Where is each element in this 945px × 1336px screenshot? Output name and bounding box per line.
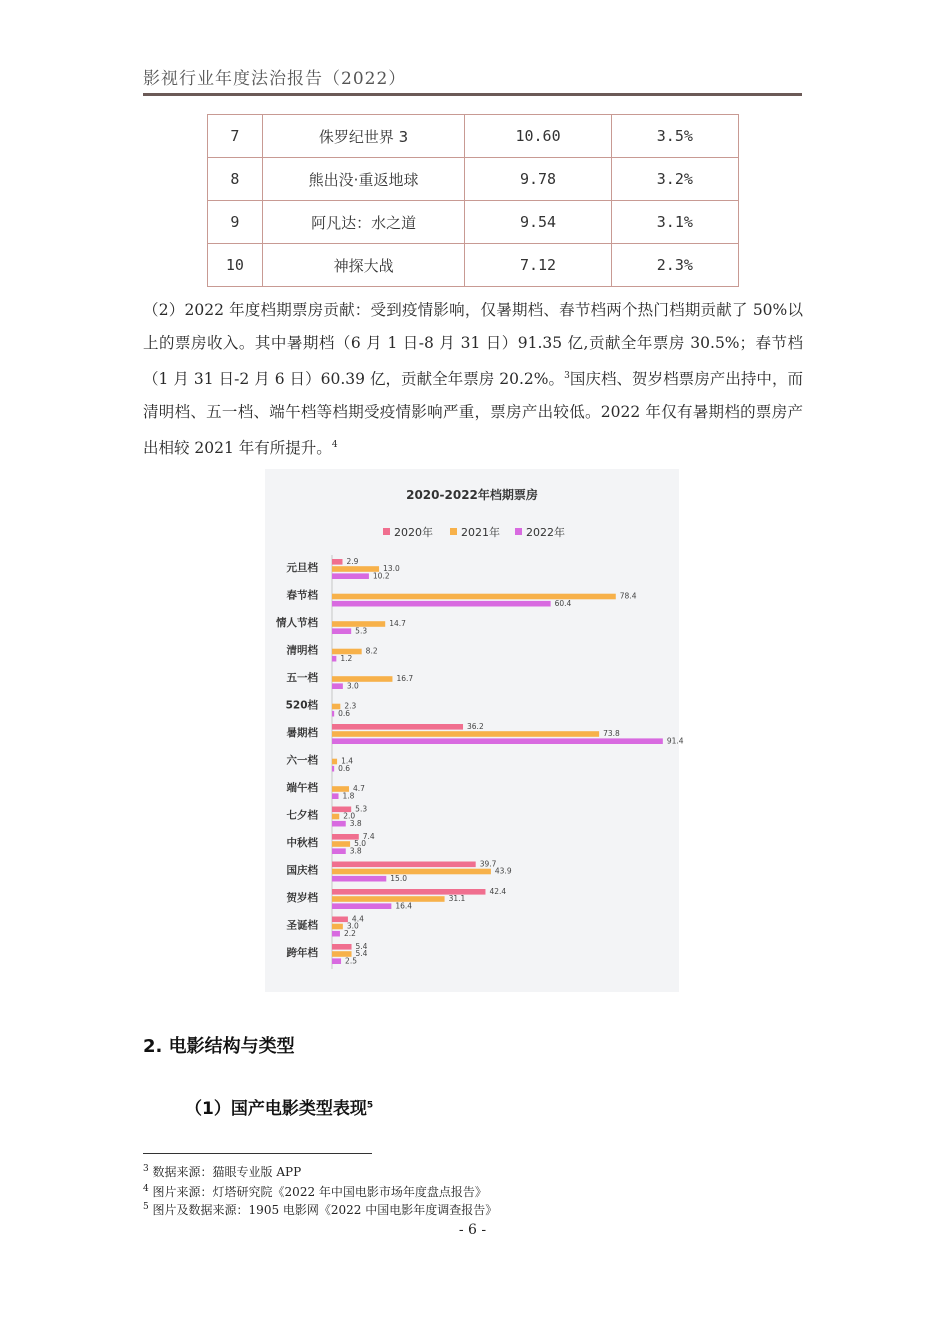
data-label: 3.8	[349, 818, 362, 828]
bar	[332, 924, 343, 930]
category-label: 520档	[285, 699, 318, 712]
data-label: 7.4	[362, 832, 375, 841]
category-label: 六一档	[286, 754, 318, 767]
legend-swatch	[383, 528, 390, 535]
category-label: 端午档	[286, 782, 318, 794]
data-label: 16.7	[396, 674, 414, 684]
table-cell-box: 10.60	[465, 115, 611, 158]
bar	[332, 731, 599, 737]
data-label: 1.8	[342, 791, 355, 801]
data-label: 2.3	[344, 701, 357, 711]
bar	[332, 944, 352, 950]
data-label: 4.4	[351, 914, 364, 924]
legend-label: 2020年	[394, 526, 433, 539]
data-label: 31.1	[448, 894, 466, 904]
table-cell-title: 熊出没·重返地球	[262, 158, 465, 201]
table-cell-box: 7.12	[465, 244, 611, 287]
category-label: 春节档	[286, 589, 318, 602]
chart-svg	[265, 469, 684, 992]
category-label: 元旦档	[286, 562, 318, 574]
table-row	[208, 158, 739, 201]
data-label: 5.3	[355, 626, 368, 636]
paragraph-text-2: 国庆档、贺岁档票房产出持中，而清明档、五一档、端午档等档期受疫情影响严重，票房产出较低。2022 年仅有暑期档的票房产出相较 2021 年有所提升。	[143, 370, 803, 458]
table-cell-box: 9.54	[465, 201, 611, 244]
data-label: 0.6	[338, 763, 351, 773]
data-label: 2.0	[343, 811, 356, 821]
data-label: 3.8	[349, 846, 362, 856]
bar	[332, 931, 340, 937]
page-number: - 6 -	[458, 1222, 487, 1238]
table-cell-title: 神探大战	[262, 244, 465, 287]
footnote-mark: 5	[143, 1202, 149, 1212]
chart-title: 2020-2022年档期票房	[406, 488, 538, 502]
bar	[332, 848, 346, 854]
subsection-title-text: （1）国产电影类型表现	[185, 1099, 367, 1119]
footnote-text: 图片来源：灯塔研究院《2022 年中国电影市场年度盘点报告》	[148, 1185, 487, 1199]
footnote-ref-4[interactable]: 4	[331, 440, 338, 451]
category-label: 圣诞档	[286, 919, 318, 932]
bar	[332, 841, 350, 847]
bar	[332, 814, 339, 820]
table-cell-rank: 9	[208, 201, 263, 244]
table-cell-share: 3.5%	[611, 115, 738, 158]
header-rule	[143, 93, 802, 96]
data-label: 5.4	[355, 942, 368, 951]
category-label: 五一档	[286, 672, 318, 684]
bar	[332, 917, 348, 923]
footnote-mark: 3	[143, 1164, 149, 1174]
data-label: 5.4	[355, 949, 368, 959]
data-label: 15.0	[390, 873, 407, 883]
bar	[332, 759, 337, 765]
data-label: 5.3	[355, 804, 368, 814]
footnote-ref-3[interactable]: 3	[564, 371, 570, 381]
bar	[332, 628, 351, 634]
data-label: 91.4	[666, 736, 684, 746]
bar	[332, 656, 336, 662]
bar	[332, 724, 463, 730]
data-label: 2.5	[345, 956, 357, 966]
footnote-5	[143, 1199, 803, 1218]
footnote-4	[143, 1181, 803, 1200]
data-label: 2.9	[346, 557, 359, 566]
data-label: 5.0	[354, 839, 367, 849]
data-label: 78.4	[619, 591, 637, 601]
table-cell-rank: 7	[208, 115, 263, 158]
subsection-title	[185, 1094, 373, 1119]
category-label: 情人节档	[276, 617, 318, 629]
table-cell-rank: 8	[208, 158, 263, 201]
data-label: 13.0	[383, 564, 400, 574]
table-cell-title: 侏罗纪世界 3	[262, 115, 465, 158]
data-label: 60.4	[554, 598, 572, 608]
table-cell-share: 3.1%	[611, 201, 738, 244]
bar	[332, 766, 334, 772]
table-cell-share: 3.2%	[611, 158, 738, 201]
data-label: 42.4	[489, 887, 507, 896]
body-paragraph	[143, 294, 803, 465]
footnote-ref-5[interactable]: 5	[366, 1100, 374, 1111]
box-office-table	[207, 114, 739, 287]
category-label: 国庆档	[286, 864, 318, 877]
data-label: 3.0	[346, 681, 359, 691]
table-row	[208, 115, 739, 158]
data-label: 4.7	[353, 784, 365, 794]
table-cell-rank: 10	[208, 244, 263, 287]
data-label: 1.4	[341, 756, 354, 766]
data-label: 36.2	[467, 722, 484, 731]
legend-swatch	[450, 528, 457, 535]
footnote-text: 图片及数据来源：1905 电影网《2022 中国电影年度调查报告》	[148, 1203, 498, 1217]
bar	[332, 738, 663, 744]
footnote-mark: 4	[143, 1184, 149, 1194]
data-label: 43.9	[494, 866, 512, 876]
footnote-3	[143, 1161, 803, 1180]
data-label: 10.2	[372, 571, 390, 581]
running-header: 影视行业年度法治报告（2022）	[143, 69, 407, 89]
legend-label: 2022年	[526, 526, 565, 539]
table-cell-box: 9.78	[465, 158, 611, 201]
data-label: 1.2	[340, 653, 353, 663]
bar	[332, 876, 386, 882]
bar	[332, 821, 346, 827]
data-label: 73.8	[603, 729, 620, 739]
table-cell-share: 2.3%	[611, 244, 738, 287]
bar	[332, 958, 341, 964]
bar	[332, 601, 551, 607]
data-label: 3.0	[346, 921, 359, 931]
category-label: 清明档	[286, 644, 318, 657]
category-label: 中秋档	[286, 837, 318, 849]
bar	[332, 862, 476, 868]
legend-label: 2021年	[461, 526, 500, 539]
category-label: 跨年档	[286, 947, 318, 959]
data-label: 16.4	[395, 901, 413, 911]
data-label: 2.2	[343, 928, 356, 938]
bar	[332, 559, 342, 565]
category-label: 七夕档	[286, 809, 318, 822]
category-label: 暑期档	[286, 727, 318, 739]
footnote-rule	[143, 1153, 372, 1154]
footnote-text: 数据来源：猫眼专业版 APP	[148, 1165, 302, 1179]
table-cell-title: 阿凡达：水之道	[262, 201, 465, 244]
data-label: 14.7	[389, 619, 406, 629]
legend-swatch	[515, 528, 522, 535]
bar	[332, 793, 339, 799]
table-row	[208, 201, 739, 244]
bar	[332, 903, 391, 909]
bar	[332, 683, 343, 689]
bar	[332, 896, 445, 902]
section-title: 2. 电影结构与类型	[143, 1036, 295, 1057]
table-row	[208, 244, 739, 287]
data-label: 8.2	[365, 646, 378, 656]
bar	[332, 676, 392, 682]
paragraph-text-1: （2）2022 年度档期票房贡献：受到疫情影响，仅暑期档、春节档两个热门档期贡献了 50%以上的票房收入。其中暑期档（6 月 1 日-8 月 31 日）91.35 亿,贡献全年票房 30.5%；春节档（1 月 31 日-2 月 6 日）60.39 亿，贡献全年票房 20.2%。	[143, 301, 803, 389]
box-office-chart	[265, 469, 684, 992]
data-label: 39.7	[479, 859, 497, 869]
data-label: 0.6	[338, 708, 351, 718]
category-label: 贺岁档	[286, 892, 318, 904]
bar	[332, 594, 616, 600]
bar	[332, 711, 334, 717]
bar	[332, 869, 491, 875]
bar	[332, 573, 369, 579]
